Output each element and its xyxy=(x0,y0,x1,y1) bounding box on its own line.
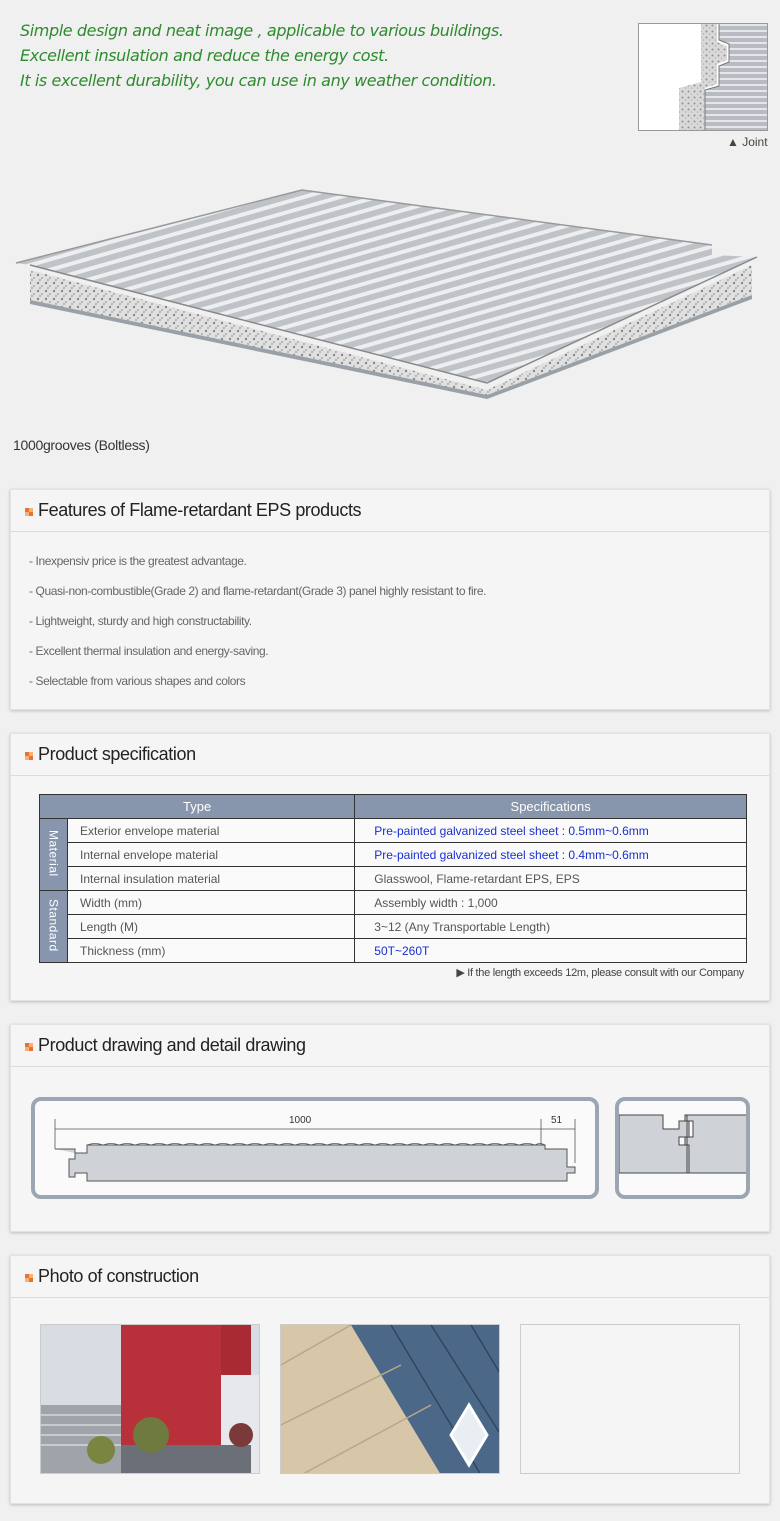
panel-caption: 1000grooves (Boltless) xyxy=(13,437,150,453)
specification-title: Product specification xyxy=(38,744,196,764)
photo-header xyxy=(11,1256,769,1298)
detail-drawing xyxy=(615,1097,750,1199)
table-row xyxy=(40,939,747,963)
row-spec: Assembly width : 1,000 xyxy=(355,891,747,915)
row-spec: Pre-painted galvanized steel sheet : 0.5mm~0.6mm xyxy=(355,819,747,843)
row-type: Thickness (mm) xyxy=(68,939,355,963)
joint-image xyxy=(638,23,768,131)
specification-header xyxy=(11,734,769,776)
intro-text xyxy=(20,18,620,93)
photo-title: Photo of construction xyxy=(38,1266,199,1286)
panel-image xyxy=(12,185,764,405)
photo-section xyxy=(10,1255,770,1504)
section-bullet-icon xyxy=(25,508,33,516)
table-row xyxy=(40,819,747,843)
header-type: Type xyxy=(40,795,355,819)
section-bullet-icon xyxy=(25,752,33,760)
row-type: Exterior envelope material xyxy=(68,819,355,843)
row-spec: Pre-painted galvanized steel sheet : 0.4mm~0.6mm xyxy=(355,843,747,867)
drawing-header xyxy=(11,1025,769,1067)
intro-line-3: It is excellent durability, you can use in any weather condition. xyxy=(20,71,497,90)
construction-photo-3-placeholder xyxy=(520,1324,740,1474)
joint-caption: ▲ Joint xyxy=(727,135,768,149)
features-title: Features of Flame-retardant EPS products xyxy=(38,500,362,520)
features-list xyxy=(11,532,769,704)
intro-line-1: Simple design and neat image , applicable to various buildings. xyxy=(20,21,504,40)
specification-table xyxy=(39,794,747,963)
row-spec: 3~12 (Any Transportable Length) xyxy=(355,915,747,939)
feature-item: - Lightweight, sturdy and high constructability. xyxy=(29,614,252,628)
group-material: Material xyxy=(40,819,68,891)
group-standard: Standard xyxy=(40,891,68,963)
table-row xyxy=(40,891,747,915)
table-header-row xyxy=(40,795,747,819)
specification-section xyxy=(10,733,770,1001)
product-drawing xyxy=(31,1097,599,1199)
table-row xyxy=(40,915,747,939)
row-type: Width (mm) xyxy=(68,891,355,915)
feature-item: - Quasi-non-combustible(Grade 2) and flame-retardant(Grade 3) panel highly resistant to fire. xyxy=(29,584,487,598)
feature-item: - Selectable from various shapes and colors xyxy=(29,674,246,688)
features-header xyxy=(11,490,769,532)
specification-note: ▶ If the length exceeds 12m, please consult with our Company xyxy=(456,967,744,979)
row-type: Internal envelope material xyxy=(68,843,355,867)
row-type: Internal insulation material xyxy=(68,867,355,891)
table-row xyxy=(40,867,747,891)
construction-photo-2[interactable] xyxy=(280,1324,500,1474)
feature-item: - Excellent thermal insulation and energy-saving. xyxy=(29,644,269,658)
row-spec: 50T~260T xyxy=(355,939,747,963)
row-spec: Glasswool, Flame-retardant EPS, EPS xyxy=(355,867,747,891)
table-row xyxy=(40,843,747,867)
dimension-joint-label: 51 xyxy=(551,1115,563,1126)
row-type: Length (M) xyxy=(68,915,355,939)
feature-item: - Inexpensiv price is the greatest advantage. xyxy=(29,554,247,568)
section-bullet-icon xyxy=(25,1043,33,1051)
intro-line-2: Excellent insulation and reduce the energy cost. xyxy=(20,46,389,65)
drawing-title: Product drawing and detail drawing xyxy=(38,1035,306,1055)
drawing-section xyxy=(10,1024,770,1232)
header-specifications: Specifications xyxy=(355,795,747,819)
construction-photo-1[interactable] xyxy=(40,1324,260,1474)
dimension-main-label: 1000 xyxy=(289,1115,312,1126)
features-section xyxy=(10,489,770,710)
section-bullet-icon xyxy=(25,1274,33,1282)
